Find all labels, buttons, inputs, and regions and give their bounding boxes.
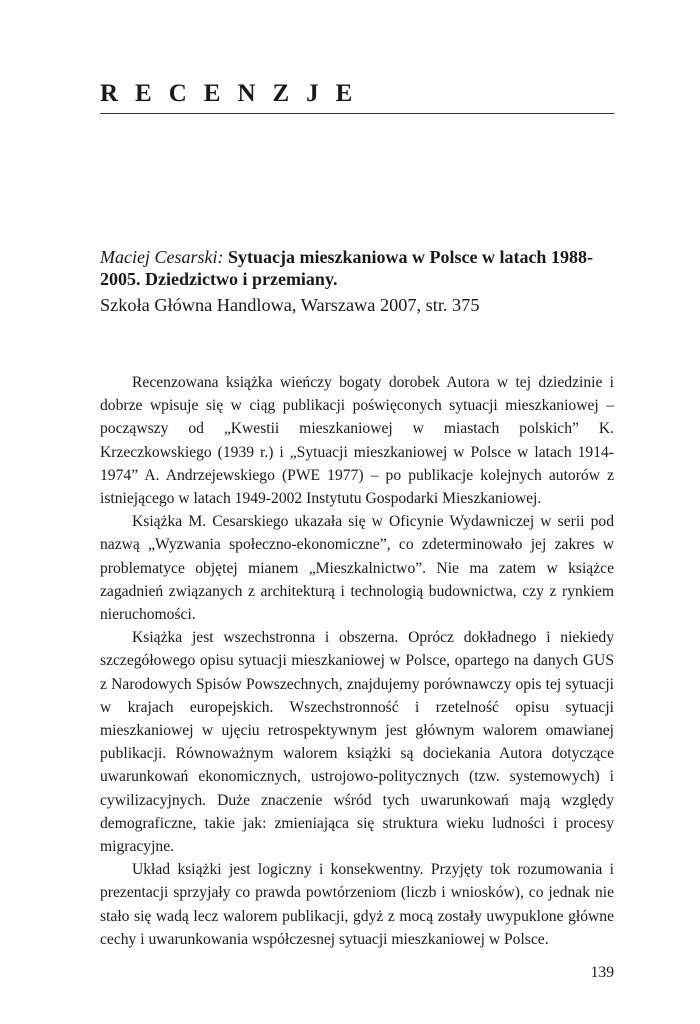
- body-paragraph: Układ książki jest logiczny i konsekwentny. Przyjęty tok rozumowania i prezentacji sprzyjały co prawda powtórzeniom (liczb i wniosków), co jednak nie stało się wadą lecz walorem publikacji, gdyż z mocą zostały uwypuklone główne cechy i uwarunkowania współczesnej sytuacji mieszkaniowej w Polsce.: [100, 861, 614, 948]
- body-paragraph: Książka jest wszechstronna i obszerna. Oprócz dokładnego i niekiedy szczegółowego opisu sytuacji mieszkaniowej w Polsce, opartego na danych GUS z Narodowych Spisów Powszechnych, znajdujemy porównawczy opis tej sytuacji w krajach europejskich. Wszechstronność i rzetelność opisu sytuacji mieszkaniowej w ujęciu retrospektywnym jest głównym walorem omawianej publikacji. Równoważnym walorem książki są dociekania Autora dotyczące uwarunkowań ekonomicznych, ustrojowo-politycznych (tzw. systemowych) i cywilizacyjnych. Duże znaczenie wśród tych uwarunkowań mają względy demograficzne, takie jak: zmieniająca się struktura wieku ludności i procesy migracyjne.: [100, 629, 614, 856]
- review-citation: [100, 246, 614, 316]
- review-body: [100, 371, 614, 951]
- section-title: RECENZJE: [100, 80, 370, 107]
- body-paragraph: Książka M. Cesarskiego ukazała się w Oficynie Wydawniczej w serii pod nazwą „Wyzwania społeczno-ekonomiczne”, co zdeterminowało jej zakres w problematyce objętej mianem „Mieszkalnictwo”. Nie ma zatem w książce zagadnień związanych z architekturą i technologią budownictwa, czy z rynkiem nieruchomości.: [100, 513, 614, 624]
- page-number: 139: [590, 964, 614, 981]
- review-book-title: Sytuacja mieszkaniowa w Polsce w latach 1988-2005. Dziedzictwo i przemiany.: [100, 247, 593, 289]
- review-author: Maciej Cesarski:: [100, 247, 224, 267]
- header-rule: [100, 113, 614, 114]
- body-paragraph: Recenzowana książka wieńczy bogaty dorobek Autora w tej dziedzinie i dobrze wpisuje się w ciąg publikacji poświęconych sytuacji mieszkaniowej – począwszy od „Kwestii mieszkaniowej w miastach polskich” K. Krzeczkowskiego (1939 r.) i „Sytuacji mieszkaniowej w Polsce w latach 1914-1974” A. Andrzejewskiego (PWE 1977) – po publikacje kolejnych autorów z istniejącego w latach 1949-2002 Instytutu Gospodarki Mieszkaniowej.: [100, 374, 614, 508]
- review-publication-info: Szkoła Główna Handlowa, Warszawa 2007, str. 375: [100, 295, 480, 315]
